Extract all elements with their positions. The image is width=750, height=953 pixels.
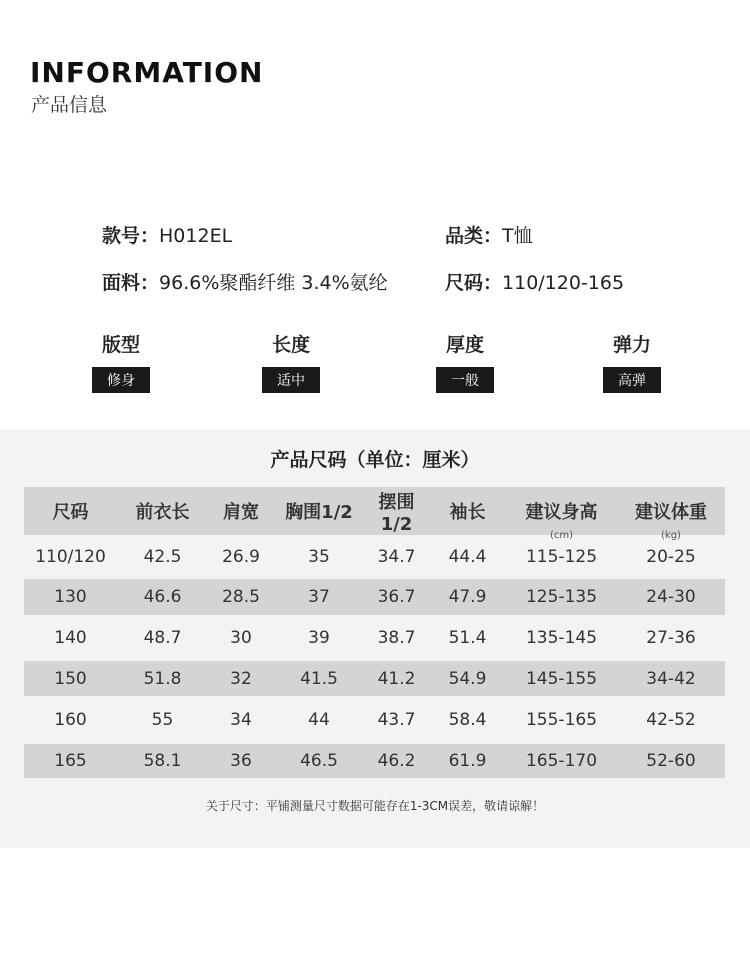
table-cell: 150 bbox=[54, 668, 87, 689]
size-table bbox=[24, 487, 725, 778]
table-cell: 44.4 bbox=[448, 547, 487, 567]
header-half-hem: 摆围1/2 bbox=[378, 491, 415, 535]
table-header-row bbox=[24, 487, 725, 541]
spec-category-label: 品类： bbox=[445, 225, 503, 247]
table-cell: 42.5 bbox=[143, 547, 182, 567]
table-cell: 58.4 bbox=[448, 710, 487, 730]
table-row bbox=[24, 696, 725, 744]
table-cell: 46.2 bbox=[377, 751, 416, 771]
header-height-label: 建议身高 bbox=[525, 502, 598, 523]
spec-category bbox=[445, 221, 533, 248]
header-size: 尺码 bbox=[52, 502, 89, 523]
table-cell: 47.9 bbox=[448, 587, 487, 607]
header-height bbox=[506, 498, 617, 541]
table-cell: 41.5 bbox=[300, 668, 338, 689]
table-cell: 37 bbox=[308, 587, 330, 607]
table-cell: 38.7 bbox=[377, 628, 416, 648]
table-cell: 46.6 bbox=[143, 587, 182, 607]
table-cell: 61.9 bbox=[448, 751, 487, 771]
spec-fabric bbox=[102, 268, 388, 295]
table-cell: 46.5 bbox=[300, 751, 338, 771]
table-cell: 41.2 bbox=[377, 668, 416, 689]
attribute-tag: 高弹 bbox=[603, 367, 661, 393]
measurement-note: 关于尺寸：平铺测量尺寸数据可能存在1-3CM误差，敬请谅解！ bbox=[205, 799, 545, 813]
table-cell: 125-135 bbox=[525, 587, 598, 607]
attribute-name: 厚度 bbox=[445, 334, 484, 356]
table-cell: 155-165 bbox=[525, 710, 598, 730]
table-cell: 54.9 bbox=[448, 668, 487, 689]
header-front-length: 前衣长 bbox=[135, 502, 190, 523]
table-cell: 145-155 bbox=[525, 668, 598, 689]
attribute-tag: 一般 bbox=[436, 367, 494, 393]
attribute-fit bbox=[61, 330, 181, 393]
table-cell: 42-52 bbox=[646, 710, 696, 730]
table-cell: 58.1 bbox=[143, 751, 182, 771]
spec-style-no bbox=[102, 221, 232, 248]
table-row bbox=[24, 579, 725, 615]
header-shoulder: 肩宽 bbox=[223, 502, 259, 523]
table-cell: 160 bbox=[54, 710, 87, 730]
table-cell: 48.7 bbox=[143, 628, 182, 648]
spec-fabric-label: 面料： bbox=[102, 272, 160, 294]
attribute-name: 长度 bbox=[271, 334, 310, 356]
table-cell: 140 bbox=[54, 628, 87, 648]
spec-fabric-value: 96.6%聚酯纤维 3.4%氨纶 bbox=[159, 272, 388, 294]
header-weight bbox=[617, 498, 725, 541]
spec-style-no-label: 款号： bbox=[102, 225, 160, 247]
table-cell: 32 bbox=[230, 668, 252, 689]
table-cell: 43.7 bbox=[377, 710, 416, 730]
attribute-tag: 适中 bbox=[262, 367, 320, 393]
table-cell: 24-30 bbox=[646, 587, 696, 607]
size-chart-section bbox=[0, 429, 750, 848]
table-cell: 36 bbox=[230, 751, 252, 771]
size-chart-title: 产品尺码（单位：厘米） bbox=[270, 449, 480, 471]
table-row bbox=[24, 535, 725, 579]
attribute-elasticity bbox=[572, 330, 692, 393]
table-cell: 34 bbox=[230, 710, 252, 730]
spec-style-no-value: H012EL bbox=[159, 225, 233, 247]
table-cell: 36.7 bbox=[377, 587, 416, 607]
table-cell: 34.7 bbox=[377, 547, 416, 567]
header-weight-label: 建议体重 bbox=[635, 502, 707, 523]
header-weight-unit: (kg) bbox=[661, 530, 681, 541]
attribute-tag: 修身 bbox=[92, 367, 150, 393]
table-cell: 130 bbox=[54, 587, 87, 607]
spec-size-range-value: 110/120-165 bbox=[502, 272, 625, 294]
page-title-cn: 产品信息 bbox=[31, 94, 108, 116]
attribute-name: 弹力 bbox=[612, 334, 651, 356]
table-cell: 20-25 bbox=[646, 547, 696, 567]
spec-size-range-label: 尺码： bbox=[445, 272, 503, 294]
table-cell: 55 bbox=[151, 710, 174, 730]
table-cell: 30 bbox=[230, 628, 252, 648]
header-sleeve: 袖长 bbox=[449, 502, 486, 523]
table-cell: 26.9 bbox=[222, 547, 260, 567]
table-cell: 27-36 bbox=[646, 628, 696, 648]
table-cell: 44 bbox=[308, 710, 330, 730]
table-cell: 115-125 bbox=[525, 547, 598, 567]
table-cell: 165-170 bbox=[525, 751, 598, 771]
spec-size-range bbox=[445, 268, 624, 295]
table-cell: 110/120 bbox=[35, 547, 106, 567]
table-row bbox=[24, 744, 725, 778]
table-cell: 51.4 bbox=[448, 628, 487, 648]
table-row bbox=[24, 615, 725, 661]
table-cell: 35 bbox=[308, 547, 330, 567]
header-half-chest: 胸围1/2 bbox=[285, 502, 353, 523]
attribute-thickness bbox=[405, 330, 525, 393]
table-row bbox=[24, 661, 725, 696]
header-height-unit: (cm) bbox=[549, 530, 574, 541]
table-cell: 52-60 bbox=[646, 751, 696, 771]
spec-category-value: T恤 bbox=[502, 225, 533, 247]
table-cell: 51.8 bbox=[143, 668, 182, 689]
page-title-en: INFORMATION bbox=[30, 56, 264, 89]
table-cell: 34-42 bbox=[646, 668, 696, 689]
table-cell: 135-145 bbox=[525, 628, 598, 648]
table-cell: 165 bbox=[54, 751, 87, 771]
table-cell: 28.5 bbox=[222, 587, 260, 607]
table-cell: 39 bbox=[308, 628, 330, 648]
attribute-name: 版型 bbox=[101, 334, 140, 356]
attribute-length bbox=[231, 330, 351, 393]
